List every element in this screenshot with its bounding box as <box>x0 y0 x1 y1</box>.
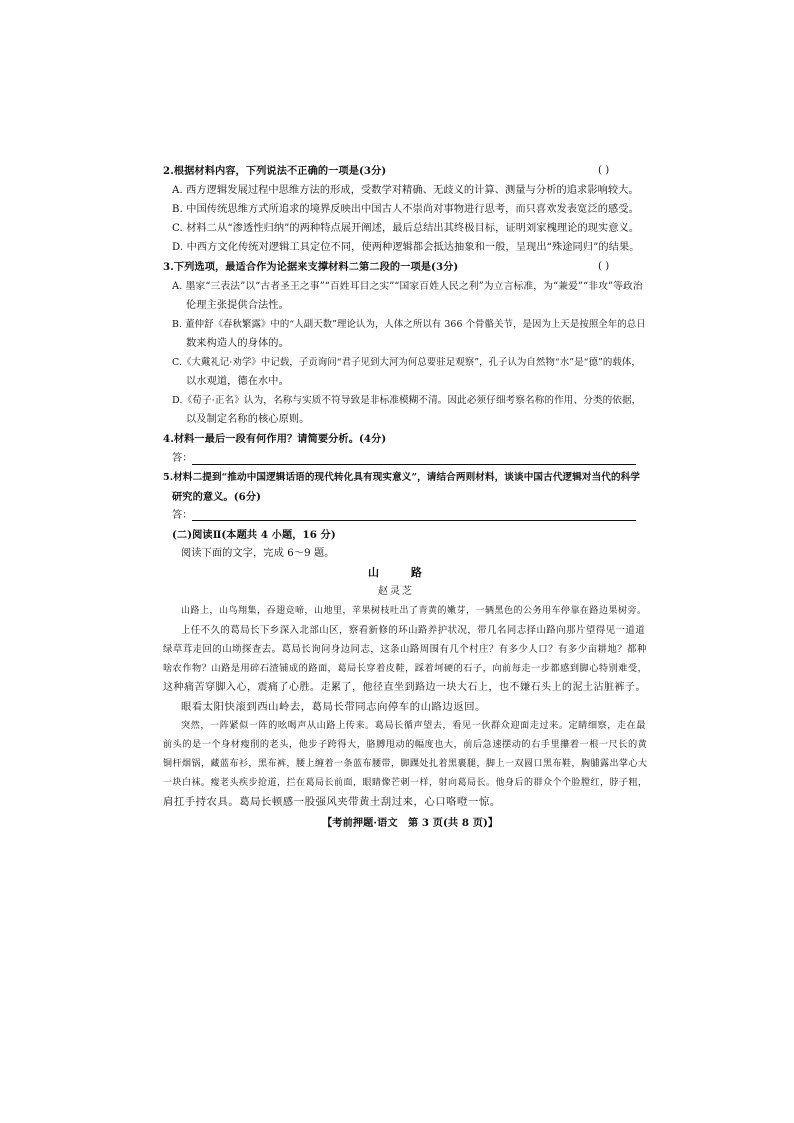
q3-option-c-line1: C.《大戴礼记·劝学》中记载，子贡询问“君子见到大河为何总要驻足观察”，孔子认为自然物“水”是“德”的载体， <box>172 357 641 368</box>
q3-answer-paren[interactable]: ( ) <box>598 261 610 272</box>
q4-answer-label: 答： <box>172 453 193 464</box>
q4-answer-line[interactable] <box>192 464 636 465</box>
story-paragraph-2-line2: 绿草茸走回的山坳探查去。葛局长询问身边同志，这条山路周围有几个村庄？有多少人口？有多少亩耕地？都种 <box>163 644 647 655</box>
q5-answer-line[interactable] <box>192 520 636 521</box>
section-heading: (二)阅读Ⅱ(本题共 4 小题，16 分) <box>172 529 336 541</box>
q3-option-a-line1: A. 墨家“三表法”以“古者圣王之事”“百姓耳目之实”“国家百姓人民之利”为立言标准，为“兼爱”“非攻”等政治 <box>172 281 643 292</box>
q2-option-a: A. 西方逻辑发展过程中思维方法的形成，受数学对精确、无歧义的计算、测量与分析的追求影响较大。 <box>172 185 639 196</box>
q3-option-b-line1: B. 董仲舒《春秋繁露》中的“人副天数”理论认为，人体之所以有 366 个骨骼关节，是因为上天是按照全年的总日 <box>172 319 646 330</box>
story-paragraph-3: 眼看太阳快滚到西山岭去，葛局长带同志向停车的山路边返回。 <box>181 701 486 713</box>
story-author: 赵灵芝 <box>378 586 414 597</box>
section-instruction: 阅读下面的文字，完成 6～9 题。 <box>181 548 335 559</box>
story-paragraph-4-line1: 突然，一阵紧似一阵的吆喝声从山路上传来。葛局长循声望去，看见一伙群众迎面走过来。定睛细察，走在最 <box>181 720 646 731</box>
q4-stem: 4.材料一最后一段有何作用？请简要分析。(4分) <box>163 433 387 445</box>
q2-option-d: D. 中西方文化传统对逻辑工具定位不同，使两种逻辑都会抵达抽象和一般，呈现出“殊途同归”的结果。 <box>172 242 640 253</box>
q2-option-b: B. 中国传统思维方式所追求的境界反映出中国古人不崇尚对事物进行思考，而只喜欢发表宽泛的感受。 <box>172 204 639 215</box>
story-paragraph-4-line5: 肩扛手持农具。葛局长顿感一股强风夹带黄土刮过来，心口咯噔一惊。 <box>163 796 501 808</box>
story-paragraph-4-line2: 前头的是一个身材瘦削的老头，他步子跨得大，胳膊甩动的幅度也大，前后急速摆动的右手里攥着一根一尺长的黄 <box>163 739 648 750</box>
q3-option-b-line2: 数来构造人的身体的。 <box>186 338 289 349</box>
q2-option-c: C. 材料二从“渗透性归纳”的两种特点展开阐述，最后总结出其终极目标，证明刘家槐理论的现实意义。 <box>172 223 640 234</box>
story-paragraph-1: 山路上，山鸟翔集，吞翅竞啼，山地里，苹果树枝吐出了青黄的嫩芽，一辆黑色的公务用车停靠在路边果树旁。 <box>181 606 647 616</box>
story-paragraph-2-line1: 上任不久的葛局长下乡深入北部山区，察看新修的环山路养护状况，带几名同志择山路向那片望得见一道道 <box>181 625 646 636</box>
story-paragraph-4-line3: 铜杆烟锅，藏蓝布衫，黑布裤，腰上缠着一条蓝布腰带，脚踝处扎着黑裹腿，脚上一双圆口黑布鞋，胸脯露出掌心大 <box>163 759 648 769</box>
q5-answer-label: 答： <box>172 510 193 521</box>
q5-stem-line1: 5.材料二提到“推动中国逻辑话语的现代转化具有现实意义”，请结合两则材料，谈谈中国古代逻辑对当代的科学 <box>163 472 641 483</box>
q3-option-a-line2: 伦理主张提供合法性。 <box>186 300 289 311</box>
q3-option-d-line1: D.《荀子·正名》认为，名称与实质不符导致是非标准模糊不清。因此必须仔细考察名称的作用、分类的依据， <box>172 395 642 406</box>
page-footer: 【考前押题·语文 第 3 页(共 8 页)】 <box>322 817 499 829</box>
q3-option-d-line2: 以及制定名称的核心原则。 <box>186 414 310 425</box>
q3-option-c-line2: 以水观道，德在水中。 <box>186 376 289 387</box>
q2-stem: 2.根据材料内容，下列说法不正确的一项是(3分) <box>163 165 387 177</box>
story-paragraph-4-line4: 一块白袜。瘦老头疾步抢道，拦在葛局长前面，眼睛像芒刺一样，射向葛局长。他身后的群众个个脸膛红，脖子粗， <box>163 778 648 788</box>
q3-stem: 3.下列选项，最适合作为论据来支撑材料二第二段的一项是(3分) <box>163 261 459 273</box>
q5-stem-line2: 研究的意义。(6分) <box>172 491 262 503</box>
story-paragraph-2-line4: 这种痛苦穿脚入心，震痛了心胜。走累了，他径直坐到路边一块大石上，也不嫌石头上的泥土沾脏裤子。 <box>163 682 646 693</box>
story-title: 山 路 <box>368 566 436 579</box>
q2-answer-paren[interactable]: ( ) <box>598 165 610 176</box>
story-paragraph-2-line3: 啥农作物？山路是用碎石渣铺成的路面，葛局长穿着皮鞋，踩着坷硬的石子，向前每走一步都感到脚心特别难受， <box>163 663 648 674</box>
